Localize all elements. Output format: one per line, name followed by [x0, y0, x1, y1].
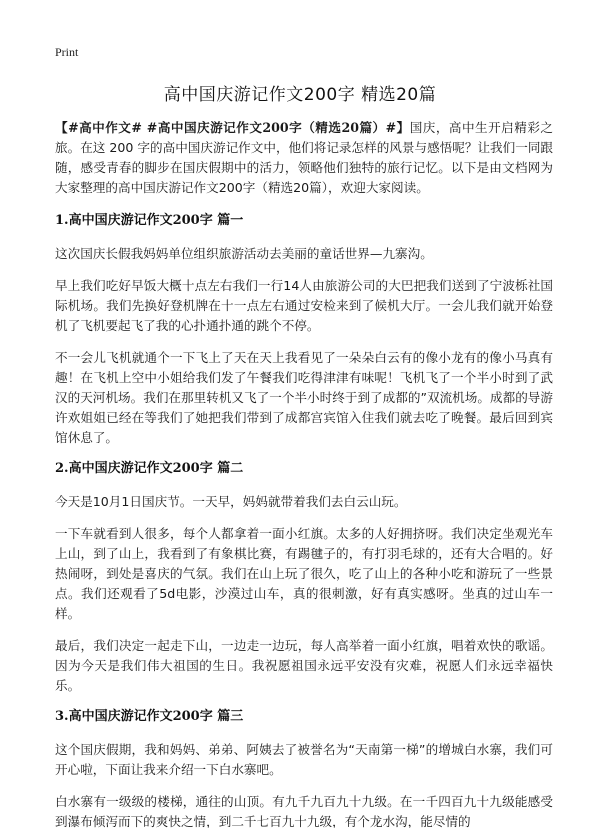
section-3-paragraph-1: 这个国庆假期，我和妈妈、弟弟、阿姨去了被誉名为“天南第一梯”的增城白水寨，我们可开心啦，下面让我来介绍一下白水寨吧。 — [55, 742, 553, 777]
section-2-paragraph-1: 今天是10月1日国庆节。一天早，妈妈就带着我们去白云山玩。 — [55, 494, 407, 509]
section-2-paragraph-2: 一下车就看到人很多，每个人都拿着一面小红旗。太多的人好拥挤呀。我们决定坐观光车上山，到了山上，我看到了有象棋比赛，有踢毽子的，有打羽毛球的，还有大合唱的。好热闹呀，到处是喜庆的气氛。我们在山上玩了很久，吃了山上的各种小吃和游玩了一些景点。我们还观看了5d电影，沙漠过山车，真的很刺激，好有真实感呀。坐真的过山车一样。 — [55, 526, 553, 621]
section-3-paragraph-2: 白水寨有一级级的楼梯，通往的山顶。有九千九百九十九级。在一千四百九十九级能感受到瀑布倾泻而下的爽快之情，到二千七百九十九级，有个龙水沟，能尽情的 — [55, 794, 553, 828]
intro-tags: 【#高中作文# #高中国庆游记作文200字（精选20篇）#】 — [55, 120, 410, 135]
article-body — [55, 118, 553, 828]
intro-text: 国庆，高中生开启精彩之旅。在这 200 字的高中国庆游记作文中，他们将记录怎样的风景与感悟呢？让我们一同跟随，感受青春的脚步在国庆假期中的活力，领略他们独特的旅行记忆。以下是由文档网为大家整理的高中国庆游记作文200字（精选20篇），欢迎大家阅读。 — [55, 120, 554, 195]
section-1-paragraph-2: 早上我们吃好早饭大概十点左右我们一行14人由旅游公司的大巴把我们送到了宁波栎社国际机场。我们先换好登机牌在十一点左右通过安检来到了候机大厅。一会儿我们就开始登机了飞机要起飞了我的心扑通扑通的跳个不停。 — [55, 278, 553, 333]
section-1-paragraph-1: 这次国庆长假我妈妈单位组织旅游活动去美丽的童话世界—九寨沟。 — [55, 246, 433, 261]
section-1-paragraph-3: 不一会儿飞机就通个一下飞上了天在天上我看见了一朵朵白云有的像小龙有的像小马真有趣！在飞机上空中小姐给我们发了午餐我们吃得津津有味呢！飞机飞了一个半小时到了武汉的天河机场。我们在那里转机又飞了一个半小时终于到了成都的”双流机场。成都的导游许欢姐姐已经在等我们了她把我们带到了成都宫宾馆入住我们就去吃了晚餐。最后回到宾馆休息了。 — [55, 350, 553, 445]
print-link[interactable]: Print — [55, 45, 79, 59]
section-2-paragraph-3: 最后，我们决定一起走下山，一边走一边玩，每人高举着一面小红旗，唱着欢快的歌谣。因为今天是我们伟大祖国的生日。我祝愿祖国永远平安没有灾难，祝愿人们永远幸福快乐。 — [55, 638, 553, 693]
intro-paragraph — [55, 118, 553, 198]
page-title: 高中国庆游记作文200字 精选20篇 — [163, 85, 437, 105]
section-heading-2: 2.高中国庆游记作文200字 篇二 — [55, 461, 244, 476]
section-heading-1: 1.高中国庆游记作文200字 篇一 — [55, 213, 244, 228]
section-heading-3: 3.高中国庆游记作文200字 篇三 — [55, 709, 244, 724]
